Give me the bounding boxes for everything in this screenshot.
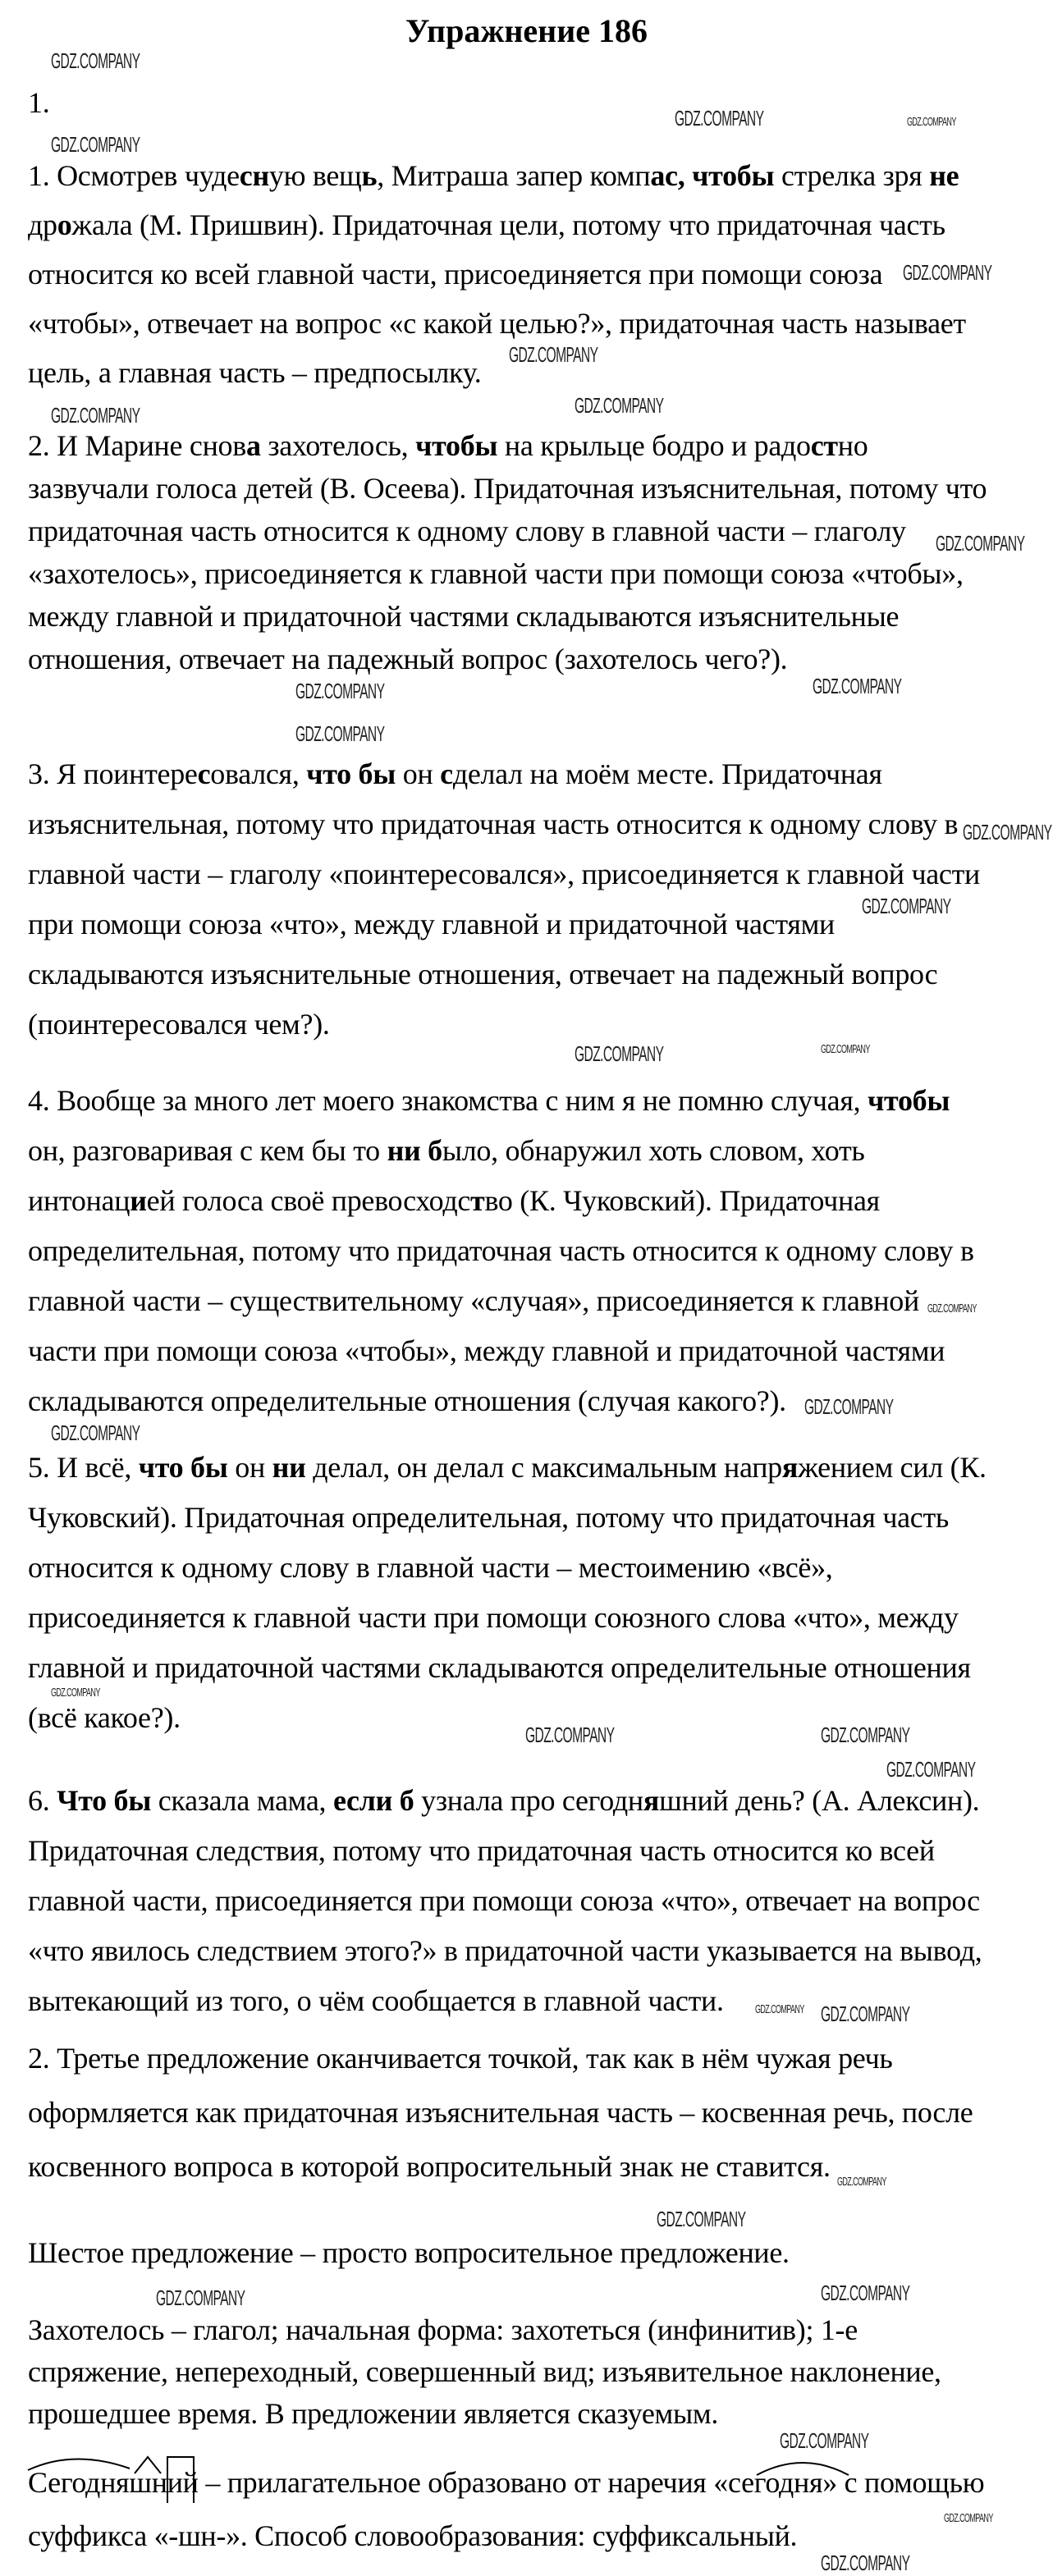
text-segment: главной части – существительному «случая», присоединяется к главной — [28, 1284, 919, 1317]
text-segment: 2. И Марине снов — [28, 429, 246, 462]
watermark: GDZ.COMPANY — [675, 106, 764, 130]
text-segment: делал на моём месте. Придаточная — [452, 757, 882, 790]
text-segment: во (К. Чуковский). Придаточная — [484, 1184, 880, 1217]
text-segment: складываются определительные отношения (случая какого?). — [28, 1384, 786, 1417]
text-segment: косвенного вопроса в которой вопросительный знак не ставится. — [28, 2150, 831, 2183]
bold-text: т — [470, 1184, 485, 1217]
text-line — [28, 1176, 974, 1226]
text-line — [28, 1443, 987, 1493]
text-line — [28, 151, 966, 200]
text-line — [28, 1543, 987, 1593]
watermark: GDZ.COMPANY — [907, 115, 956, 129]
paragraph-5 — [28, 1443, 987, 1743]
bold-text: ас, — [650, 159, 685, 192]
watermark: GDZ.COMPANY — [821, 1723, 910, 1747]
bold-text: о — [57, 208, 72, 241]
bold-text: что бы — [138, 1451, 228, 1484]
text-line — [28, 1876, 982, 1926]
paragraph-2 — [28, 424, 987, 680]
text-line — [28, 1493, 987, 1543]
text-line — [28, 2228, 790, 2277]
text-segment: присоединяется к главной части при помощи союзного слова «что», между — [28, 1601, 959, 1634]
text-segment: складываются изъяснительные отношения, отвечает на падежный вопрос — [28, 958, 938, 991]
text-segment: (всё какое?). — [28, 1701, 181, 1734]
text-line — [28, 2309, 941, 2351]
text-segment: ыло, обнаружил хоть словом, хоть — [442, 1134, 865, 1167]
paragraph-6 — [28, 1776, 982, 2026]
text-line — [28, 1926, 982, 1976]
paragraph-4 — [28, 1076, 974, 1426]
text-line — [28, 799, 980, 849]
text-segment: Чуковский). Придаточная определительная, потому что придаточная часть — [28, 1501, 950, 1534]
text-segment: Шестое предложение – просто вопросительное предложение. — [28, 2236, 790, 2269]
text-segment: относится к одному слову в главной части – местоимению «всё», — [28, 1551, 833, 1584]
paragraph-8 — [28, 2228, 790, 2277]
bold-text: ни — [272, 1451, 306, 1484]
watermark: GDZ.COMPANY — [962, 820, 1051, 844]
text-segment: части при помощи союза «чтобы», между главной и придаточной частями — [28, 1334, 945, 1367]
text-line — [28, 552, 987, 595]
text-segment: вытекающий из того, о чём сообщается в главной части. — [28, 1984, 724, 2017]
text-line — [28, 1126, 974, 1176]
watermark: GDZ.COMPANY — [51, 1421, 140, 1445]
root-arc-mark — [28, 2459, 130, 2470]
text-line — [28, 899, 980, 949]
text-segment: Придаточная следствия, потому что придаточная часть относится ко всей — [28, 1834, 935, 1867]
text-line — [28, 200, 966, 249]
text-line — [28, 1776, 982, 1826]
text-line — [28, 949, 980, 1000]
text-line — [28, 467, 987, 510]
watermark: GDZ.COMPANY — [944, 2511, 993, 2525]
text-line — [28, 424, 987, 467]
text-segment: но — [837, 429, 868, 462]
text-segment: 3. Я поинтере — [28, 757, 198, 790]
text-segment: шний день? (А. Алексин). — [659, 1784, 980, 1817]
text-line — [28, 348, 966, 397]
watermark: GDZ.COMPANY — [51, 48, 140, 73]
bold-text: а — [245, 429, 261, 462]
text-segment: ей голоса своё превосходс — [146, 1184, 471, 1217]
watermark: GDZ.COMPANY — [804, 1394, 894, 1419]
bold-text: не — [929, 159, 959, 192]
text-segment: прошедшее время. В предложении является сказуемым. — [28, 2397, 719, 2430]
bold-text: что бы — [306, 757, 396, 790]
text-segment: он — [227, 1451, 272, 1484]
text-segment: Захотелось – глагол; начальная форма: захотеться (инфинитив); 1-е — [28, 2313, 858, 2346]
bold-text: я — [781, 1451, 799, 1484]
text-line — [28, 2085, 973, 2139]
text-segment: главной и придаточной частями складываются определительные отношения — [28, 1651, 971, 1684]
text-segment: 1. Осмотрев чуде — [28, 159, 240, 192]
watermark: GDZ.COMPANY — [927, 1302, 977, 1315]
section-1-label: 1. — [28, 86, 50, 119]
text-line — [28, 1643, 987, 1693]
text-segment: главной части, присоединяется при помощи союза «что», отвечает на вопрос — [28, 1884, 980, 1917]
text-line — [28, 2139, 973, 2194]
watermark: GDZ.COMPANY — [821, 1042, 870, 1056]
watermark: GDZ.COMPANY — [295, 679, 385, 703]
text-segment: 2. Третье предложение оканчивается точкой, так как в нём чужая речь — [28, 2042, 893, 2075]
text-line — [28, 249, 966, 299]
text-line — [28, 1076, 974, 1126]
bold-text: с — [197, 757, 211, 790]
text-segment: суффикса «-шн-». Способ словообразования: суффиксальный. — [28, 2519, 798, 2552]
watermark: GDZ.COMPANY — [657, 2207, 746, 2231]
watermark: GDZ.COMPANY — [51, 1686, 100, 1700]
watermark: GDZ.COMPANY — [813, 674, 902, 698]
watermark: GDZ.COMPANY — [156, 2285, 245, 2310]
text-segment — [684, 159, 692, 192]
text-segment: др — [28, 208, 57, 241]
watermark: GDZ.COMPANY — [575, 393, 664, 418]
text-segment: делал, он делал с максимальным напр — [305, 1451, 782, 1484]
text-segment: при помощи союза «что», между главной и придаточной частями — [28, 908, 836, 940]
text-segment: изъяснительная, потому что придаточная часть относится к одному слову в — [28, 808, 959, 840]
text-segment: 4. Вообще за много лет моего знакомства с ним я не помню случая, — [28, 1084, 868, 1117]
text-segment: отношения, отвечает на падежный вопрос (захотелось чего?). — [28, 643, 788, 675]
text-line — [28, 1593, 987, 1643]
bold-text: сн — [239, 159, 269, 192]
watermark: GDZ.COMPANY — [780, 2428, 869, 2453]
morpheme-marks — [25, 2454, 927, 2503]
bold-text: ни б — [387, 1134, 442, 1167]
watermark: GDZ.COMPANY — [575, 1041, 664, 1066]
text-line — [28, 595, 987, 638]
text-segment: определительная, потому что придаточная часть относится к одному слову в — [28, 1234, 974, 1267]
bold-text: чтобы — [415, 429, 498, 462]
text-line — [28, 749, 980, 799]
watermark: GDZ.COMPANY — [936, 531, 1025, 556]
text-segment: спряжение, непереходный, совершенный вид; изъявительное наклонение, — [28, 2355, 941, 2388]
text-segment: между главной и придаточной частями складываются изъяснительные — [28, 600, 900, 633]
text-segment: (поинтересовался чем?). — [28, 1008, 330, 1041]
watermark: GDZ.COMPANY — [821, 2002, 910, 2026]
paragraph-7 — [28, 2031, 973, 2194]
text-segment: придаточная часть относится к одному слову в главной части – глаголу — [28, 515, 906, 547]
text-segment: 5. И всё, — [28, 1451, 139, 1484]
paragraph-9 — [28, 2309, 941, 2435]
text-line — [28, 1226, 974, 1276]
text-segment: оформляется как придаточная изъяснительная часть – косвенная речь, после — [28, 2096, 973, 2129]
text-line — [28, 1826, 982, 1876]
text-segment: ую вещ — [268, 159, 362, 192]
text-segment: он — [396, 757, 441, 790]
text-segment: жением сил (К. — [798, 1451, 987, 1484]
text-segment: , Митраша запер комп — [377, 159, 651, 192]
watermark: GDZ.COMPANY — [821, 2281, 910, 2305]
watermark: GDZ.COMPANY — [51, 403, 140, 428]
root-arc-mark-sogodnya — [757, 2463, 849, 2475]
text-segment: захотелось, — [260, 429, 416, 462]
suffix-mark — [135, 2457, 161, 2473]
bold-text: чтобы — [692, 159, 775, 192]
page-title: Упражнение 186 — [405, 12, 648, 49]
bold-text: я — [643, 1784, 660, 1817]
text-segment: относится ко всей главной части, присоединяется при помощи союза — [28, 258, 883, 291]
text-segment: сказала мама, — [151, 1784, 333, 1817]
text-segment: зазвучали голоса детей (В. Осеева). Придаточная изъяснительная, потому что — [28, 472, 987, 505]
text-segment: овался, — [210, 757, 307, 790]
text-segment: 6. — [28, 1784, 57, 1817]
watermark: GDZ.COMPANY — [755, 2002, 804, 2016]
text-segment: «захотелось», присоединяется к главной части при помощи союза «чтобы», — [28, 557, 964, 590]
text-line — [28, 1276, 974, 1326]
watermark: GDZ.COMPANY — [525, 1723, 615, 1747]
bold-text: и — [130, 1184, 147, 1217]
watermark: GDZ.COMPANY — [862, 894, 951, 918]
paragraph-3 — [28, 749, 980, 1050]
text-segment: стрелка зря — [774, 159, 930, 192]
bold-text: Что бы — [57, 1784, 152, 1817]
ending-mark — [167, 2457, 194, 2503]
text-line — [28, 510, 987, 552]
watermark: GDZ.COMPANY — [903, 260, 992, 285]
watermark: GDZ.COMPANY — [295, 721, 385, 746]
text-line — [28, 1326, 974, 1376]
text-segment: «чтобы», отвечает на вопрос «с какой целью?», придаточная часть называет — [28, 307, 966, 340]
watermark: GDZ.COMPANY — [509, 342, 598, 367]
bold-text: с — [440, 757, 453, 790]
watermark: GDZ.COMPANY — [821, 2551, 910, 2575]
text-segment: он, разговаривая с кем бы то — [28, 1134, 387, 1167]
text-line — [28, 849, 980, 899]
watermark: GDZ.COMPANY — [886, 1757, 976, 1782]
bold-text: если б — [332, 1784, 414, 1817]
text-line — [28, 2351, 941, 2393]
watermark: GDZ.COMPANY — [51, 132, 140, 157]
text-segment: цель, а главная часть – предпосылку. — [28, 356, 482, 389]
text-line — [28, 299, 966, 348]
bold-text: ст — [810, 429, 838, 462]
bold-text: ь — [361, 159, 378, 192]
bold-text: чтобы — [868, 1084, 950, 1117]
text-line — [28, 2031, 973, 2085]
text-segment: «что явилось следствием этого?» в придаточной части указывается на вывод, — [28, 1934, 982, 1967]
text-segment: жала (М. Пришвин). Придаточная цели, потому что придаточная часть — [71, 208, 945, 241]
text-segment: интонац — [28, 1184, 130, 1217]
text-segment: главной части – глаголу «поинтересовался», присоединяется к главной части — [28, 858, 981, 890]
text-segment: Сегодняшний – прилагательное образовано от наречия «сегодня» с помощью — [28, 2466, 985, 2499]
text-segment: на крыльце бодро и радо — [497, 429, 811, 462]
text-segment: узнала про сегодн — [414, 1784, 643, 1817]
paragraph-1 — [28, 151, 966, 397]
watermark: GDZ.COMPANY — [837, 2175, 886, 2189]
